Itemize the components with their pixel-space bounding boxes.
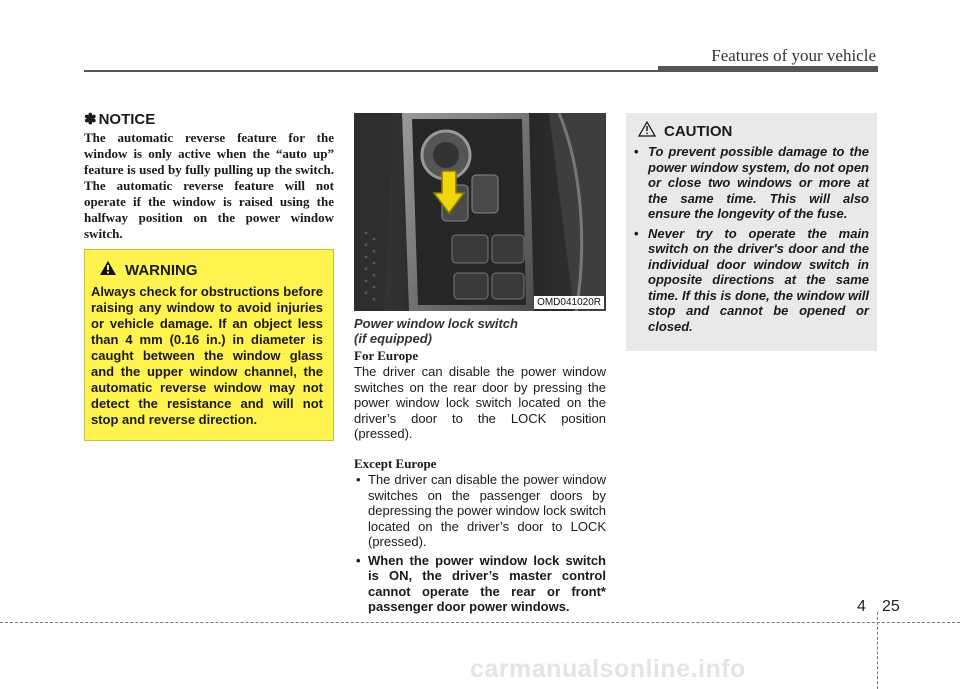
list-item (354, 472, 606, 550)
bullet-icon: • (634, 225, 639, 241)
lock-switch-photo (354, 113, 606, 311)
footer-rule (0, 622, 960, 623)
notice-heading (84, 110, 334, 128)
list-item-text: When the power window lock switch is ON, the driver’s master control cannot operate the rear or front* passenger door power windows. (368, 552, 606, 614)
except-europe-list (354, 472, 606, 618)
section-title: Features of your vehicle (711, 46, 876, 65)
list-item (634, 144, 869, 222)
figure-caption-line2: (if equipped) (354, 331, 432, 346)
warning-body: Always check for obstructions before raising any window to avoid injuries or vehicle damage. If an object less than 4 mm (0.16 in.) in diameter is caught between the window glass and the upper window channel, the automatic reverse window may not detect the resistance and will not stop and reverse direction. (91, 284, 323, 427)
figure-code: OMD041020R (534, 296, 604, 309)
warning-title: WARNING (125, 262, 198, 279)
list-item-text: To prevent possible damage to the power window system, do not open or close two windows or more at the same time. This will also ensure the longevity of the fuse. (648, 144, 869, 221)
caution-heading (638, 121, 869, 142)
bullet-icon: • (356, 472, 361, 487)
bullet-icon: • (356, 552, 361, 568)
except-europe-heading: Except Europe (354, 456, 437, 471)
caution-box (626, 113, 877, 351)
list-item-text: The driver can disable the power window switches on the passenger doors by depressing the power window lock switch located on the driver’s door to LOCK (pressed). (368, 472, 606, 549)
caution-title: CAUTION (664, 123, 733, 140)
warning-box (84, 249, 334, 441)
notice-symbol-icon: ✽ (84, 111, 97, 128)
notice-body: The automatic reverse feature for the window is only active when the “auto up” feature is used by fully pulling up the switch. The automatic reverse feature will not operate if the window is raised using the halfway position on the power window switch. (84, 130, 334, 241)
notice-section (84, 110, 334, 242)
warning-triangle-icon (99, 260, 117, 281)
figure-caption-line1: Power window lock switch (354, 316, 518, 331)
europe-heading: For Europe (354, 348, 419, 363)
header-rule-accent (658, 66, 878, 72)
bullet-icon: • (634, 144, 639, 159)
watermark: carmanualsonline.info (470, 655, 746, 683)
list-item-text: Never try to operate the main switch on the driver's door and the individual door window switch in opposite directions at the same time. If this is done, the window will stop and cannot be opened or closed. (648, 225, 869, 334)
chapter-number: 4 (857, 598, 866, 615)
list-item (354, 553, 606, 615)
warning-heading (99, 260, 323, 281)
caution-triangle-icon (638, 121, 656, 142)
page-number-separator (877, 612, 878, 689)
list-item (634, 226, 869, 335)
europe-body: The driver can disable the power window switches on the rear door by pressing the power window lock switch located on the driver’s door to the LOCK position (pressed). (354, 364, 606, 441)
page-number: 25 (882, 598, 900, 615)
notice-title: NOTICE (98, 110, 156, 128)
figure-caption (354, 316, 606, 346)
